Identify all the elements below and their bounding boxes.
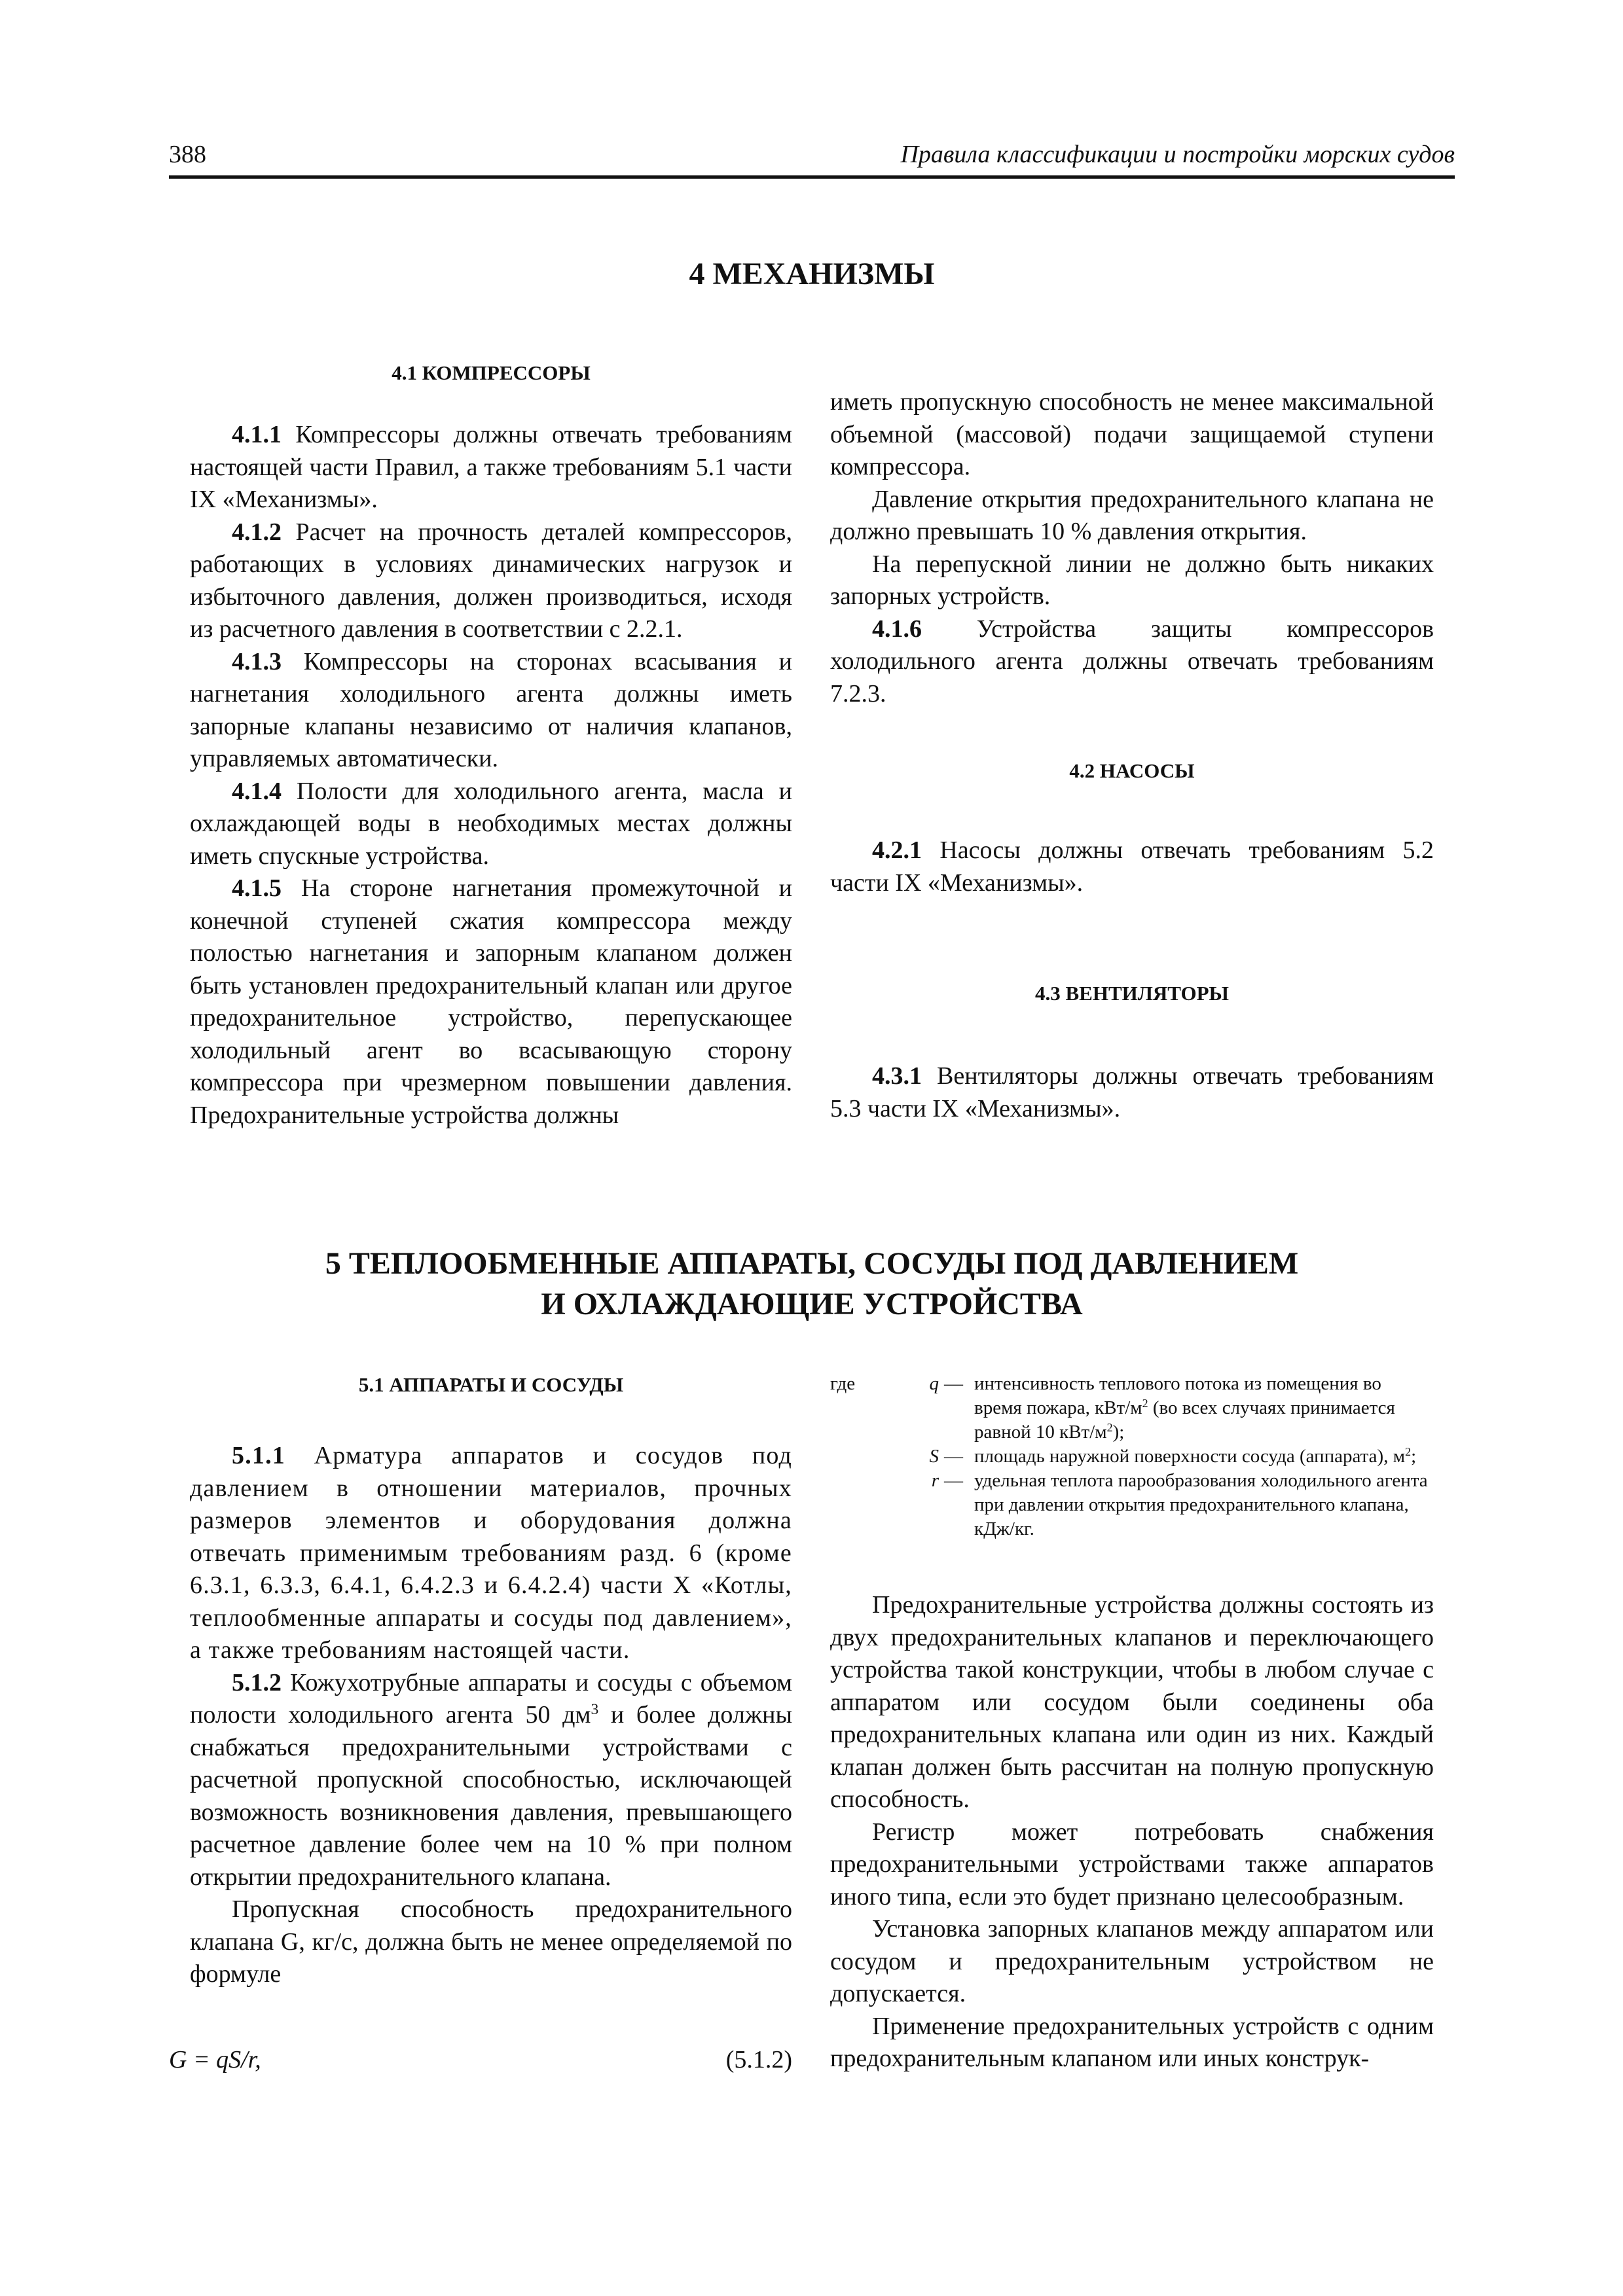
section-4-2-body bbox=[830, 834, 1434, 899]
clause-text: Компрессоры должны отвечать требованиям настоящей части Правил, а также требованиям 5.1 части IX «Механизмы». bbox=[190, 421, 792, 513]
chapter-5-title-line-1: 5 ТЕПЛООБМЕННЫЕ АППАРАТЫ, СОСУДЫ ПОД ДАВЛЕНИЕМ bbox=[325, 1246, 1299, 1281]
legend-symbol: r bbox=[931, 1470, 939, 1491]
formula-expression: G = qS/r, bbox=[169, 2046, 261, 2073]
header-rule bbox=[169, 175, 1455, 179]
chapter-5-left-column bbox=[190, 1440, 792, 1991]
section-4-3-title: 4.3 ВЕНТИЛЯТОРЫ bbox=[1035, 982, 1229, 1005]
clause-text: Полости для холодильного агента, масла и охлаждающей воды в необходимых местах должны иметь спускные устройства. bbox=[190, 777, 792, 870]
paragraph-4-1-1 bbox=[190, 419, 792, 516]
formula-number: (5.1.2) bbox=[725, 2046, 792, 2073]
clause-number: 4.1.1 bbox=[232, 421, 282, 448]
clause-number: 5.1.2 bbox=[232, 1668, 282, 1696]
clause-text: Компрессоры на сторонах всасывания и нагнетания холодильного агента должны иметь запорные клапаны независимо от наличия клапанов, управляемых автоматически. bbox=[190, 647, 793, 772]
paragraph-4-1-6 bbox=[830, 613, 1434, 711]
legend-dash: — bbox=[944, 1373, 963, 1394]
clause-text-continued: и более должны снабжаться предохранительными устройствами с расчетной пропускной способностью, исключающей возможность возникновения давления, превышающего расчетное давление более чем на 10 % при полном открытии предохранительного клапана. bbox=[190, 1701, 792, 1891]
paragraph-shutoff-valves: Установка запорных клапанов между аппаратом или сосудом и предохранительным устройством не допускается. bbox=[830, 1915, 1434, 2007]
clause-text: Расчет на прочность деталей компрессоров, работающих в условиях динамических нагрузок и избыточного давления, должен производиться, исходя из расчетного давления в соответствии с 2.2.1. bbox=[190, 518, 792, 643]
clause-number: 4.1.6 bbox=[872, 615, 922, 643]
legend-text: интенсивность теплового потока из помещения во время пожара, кВт/$м^2$ (во всех случаях принимается равной 10 кВт/$м^2$); bbox=[974, 1373, 1395, 1443]
clause-number: 4.1.2 bbox=[232, 518, 282, 546]
chapter-4-right-column-top bbox=[830, 386, 1434, 710]
clause-number: 4.1.3 bbox=[232, 647, 282, 675]
paragraph-5-1-1 bbox=[190, 1440, 792, 1667]
chapter-4-title: 4 МЕХАНИЗМЫ bbox=[689, 257, 935, 291]
legend-text: удельная теплота парообразования холодильного агента при давлении открытия предохранительного клапана, кДж/кг. bbox=[974, 1470, 1428, 1539]
paragraph-4-1-5-bypass: На перепускной линии не должно быть никаких запорных устройств. bbox=[830, 550, 1434, 610]
legend-symbol: q bbox=[929, 1373, 939, 1394]
legend-dash: — bbox=[944, 1446, 963, 1467]
clause-text: Арматура аппаратов и сосудов под давлением в отношении материалов, прочных размеров элементов и оборудования должна отвечать применимым требованиям разд. 6 (кроме 6.3.1, 6.3.3, 6.4.1, 6.4.2.3 и 6.4.2.4) части X «Котлы, теплообменные аппараты и сосуды под давлением», а также требованиям настоящей части. bbox=[190, 1442, 793, 1664]
paragraph-5-1-2 bbox=[190, 1667, 792, 1894]
paragraph-4-2-1 bbox=[830, 834, 1434, 899]
section-5-1-title: 5.1 АППАРАТЫ И СОСУДЫ bbox=[358, 1373, 624, 1396]
chapter-5-title-line-2: И ОХЛАЖДАЮЩИЕ УСТРОЙСТВА bbox=[541, 1287, 1083, 1321]
clause-number: 5.1.1 bbox=[232, 1442, 285, 1469]
paragraph-capacity: Пропускная способность предохранительного клапана G, кг/с, должна быть не менее определяемой по формуле bbox=[190, 1895, 792, 1988]
clause-number: 4.3.1 bbox=[872, 1062, 922, 1090]
clause-text: Насосы должны отвечать требованиям 5.2 части IX «Механизмы». bbox=[830, 836, 1434, 897]
paragraph-single-valve: Применение предохранительных устройств с одним предохранительным клапаном или иных конструк- bbox=[830, 2012, 1434, 2072]
clause-text: Вентиляторы должны отвечать требованиям 5.3 части IX «Механизмы». bbox=[830, 1062, 1434, 1122]
page-number: 388 bbox=[169, 141, 206, 168]
section-4-1-title: 4.1 КОМПРЕССОРЫ bbox=[392, 361, 591, 384]
clause-text: На стороне нагнетания промежуточной и конечной ступеней сжатия компрессора между полостью нагнетания и запорным клапаном должен быть установлен предохранительный клапан или другое предохранительное устройство, перепускающее холодильный агент во всасывающую сторону компрессора при чрезмерном повышении давления. Предохранительные устройства должны bbox=[190, 874, 792, 1129]
clause-number: 4.1.5 bbox=[232, 874, 282, 902]
legend-symbol: S bbox=[929, 1446, 939, 1467]
paragraph-4-1-5-opening-pressure: Давление открытия предохранительного клапана не должно превышать 10 % давления открытия. bbox=[830, 485, 1434, 545]
paragraph-4-3-1 bbox=[830, 1060, 1434, 1125]
superscript: 3 bbox=[591, 1701, 599, 1719]
clause-text: Устройства защиты компрессоров холодильного агента должны отвечать требованиям 7.2.3. bbox=[830, 615, 1434, 708]
chapter-5-right-column bbox=[830, 1589, 1434, 2075]
paragraph-register: Регистр может потребовать снабжения предохранительными устройствами также аппаратов иного типа, если это будет признано целесообразным. bbox=[830, 1818, 1434, 1910]
paragraph-safety-devices: Предохранительные устройства должны состоять из двух предохранительных клапанов и переключающего устройства такой конструкции, чтобы в любом случае с аппаратом или сосудом были соединены оба предохранительных клапана или один из них. Каждый клапан должен быть рассчитан на полную пропускную способность. bbox=[830, 1591, 1434, 1813]
legend-dash: — bbox=[944, 1470, 963, 1491]
section-4-3-body bbox=[830, 1060, 1434, 1125]
paragraph-4-1-3 bbox=[190, 646, 792, 776]
running-title: Правила классификации и постройки морских судов bbox=[900, 141, 1455, 168]
clause-text: Кожухотрубные аппараты и сосуды с объемом полости холодильного агента 50 дм bbox=[190, 1668, 792, 1729]
formula-5-1-2 bbox=[169, 2045, 792, 2078]
legend-text: площадь наружной поверхности сосуда (аппарата), $м^2$; bbox=[974, 1445, 1417, 1467]
paragraph-4-1-5-continued: иметь пропускную способность не менее максимальной объемной (массовой) подачи защищаемой ступени компрессора. bbox=[830, 388, 1434, 480]
chapter-4-left-column bbox=[190, 419, 792, 1132]
legend-where: где bbox=[830, 1373, 856, 1394]
paragraph-4-1-4 bbox=[190, 776, 792, 873]
section-4-2-title: 4.2 НАСОСЫ bbox=[1069, 759, 1195, 782]
clause-number: 4.1.4 bbox=[232, 777, 282, 805]
clause-number: 4.2.1 bbox=[872, 836, 922, 864]
paragraph-4-1-5 bbox=[190, 872, 792, 1132]
running-header bbox=[169, 140, 1455, 179]
chapter-5-title bbox=[169, 1244, 1455, 1325]
paragraph-4-1-2 bbox=[190, 516, 792, 646]
